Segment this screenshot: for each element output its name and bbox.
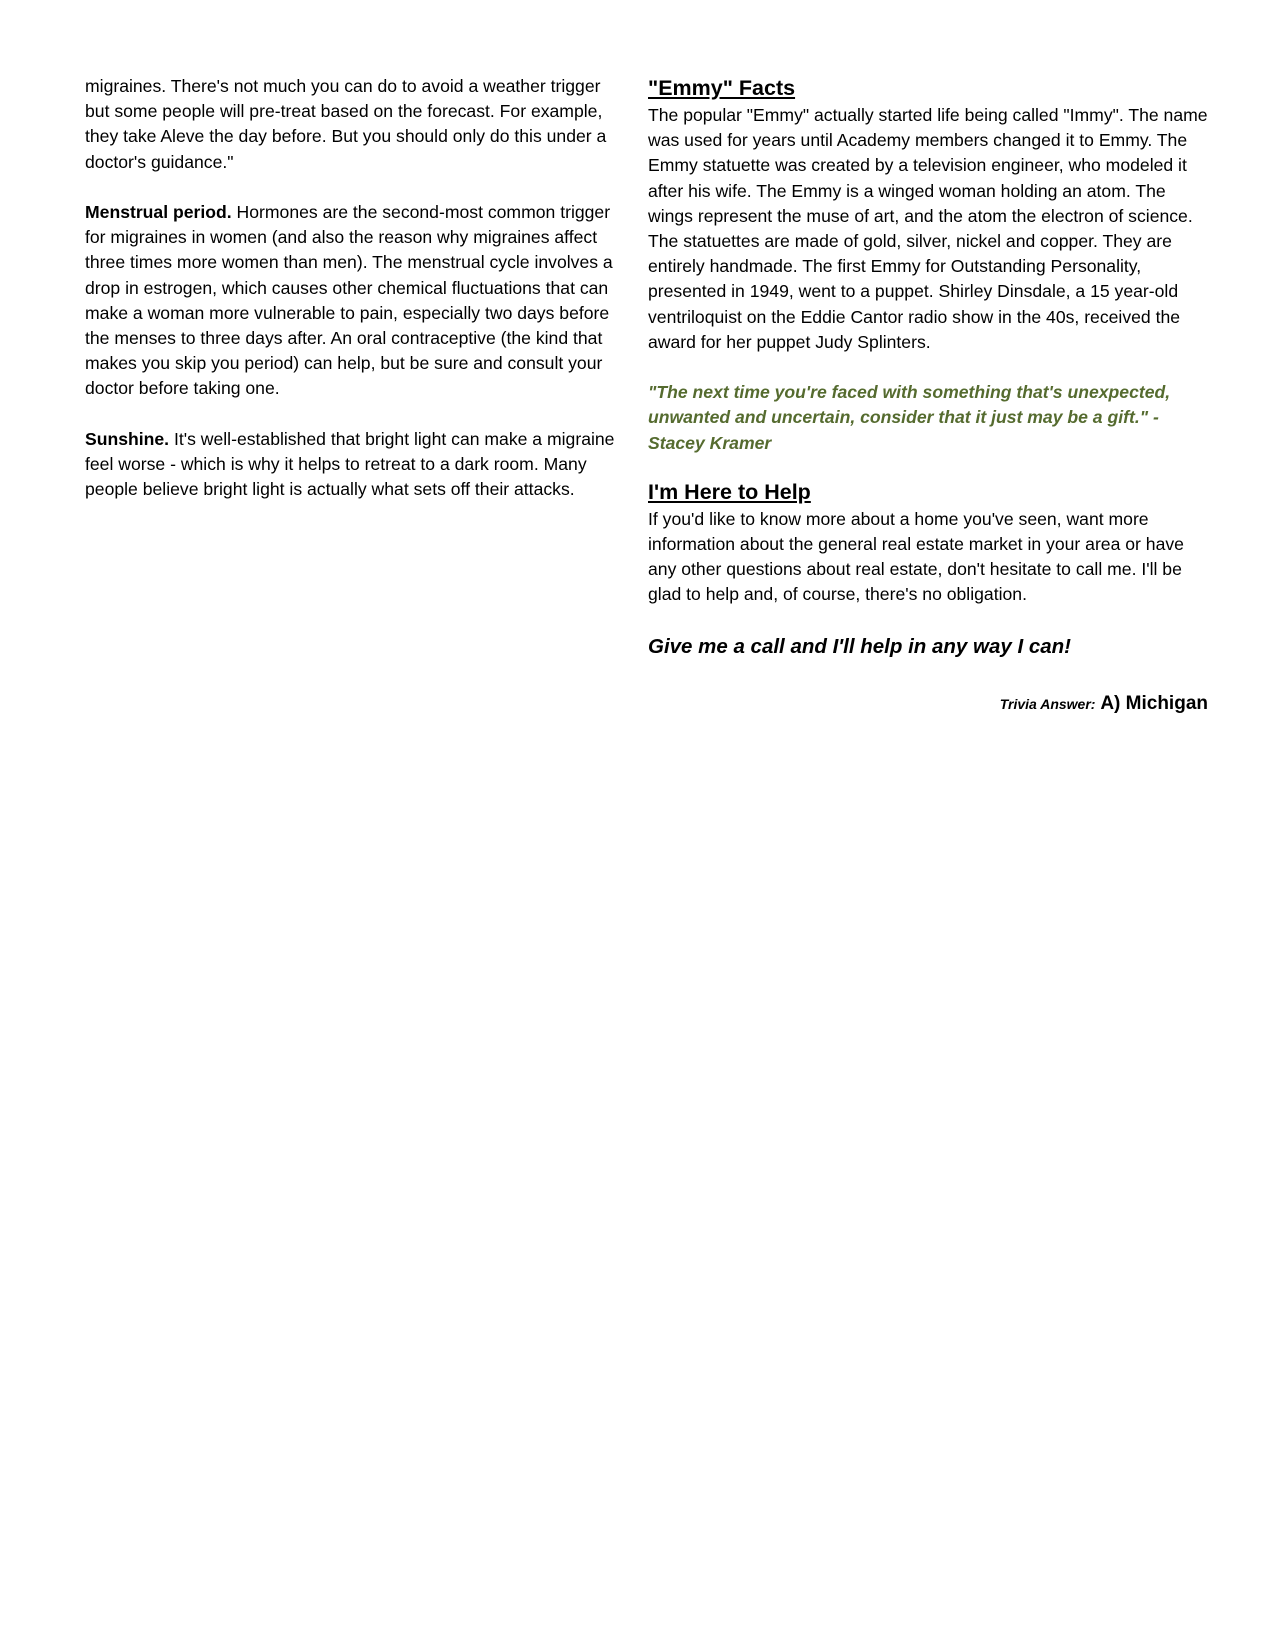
trivia-answer: A) Michigan <box>1100 692 1208 714</box>
menstrual-text: Hormones are the second-most common trigger for migraines in women (and also the reason why migraines affect three times more women than men). The menstrual cycle involves a drop in estrogen, which causes other chemical fluctuations that can make a woman more vulnerable to pain, especially two days before the menses to three days after. An oral contraceptive (the kind that makes you skip you period) can help, but be sure and consult your doctor before taking one. <box>85 202 613 399</box>
menstrual-paragraph <box>85 200 625 402</box>
emmy-heading: "Emmy" Facts <box>648 76 796 100</box>
sunshine-lead: Sunshine. <box>85 428 170 449</box>
menstrual-lead: Menstrual period. <box>85 202 232 222</box>
spacer <box>648 456 1208 478</box>
sunshine-text: It's well-established that bright light can make a migraine feel worse - which is why it helps to retreat to a dark room. Many people believe bright light is actually what sets off their attacks. <box>85 428 615 500</box>
sunshine-paragraph <box>85 427 625 503</box>
spacer <box>85 175 625 200</box>
right-column <box>648 74 1208 717</box>
quote-paragraph: "The next time you're faced with something that's unexpected, unwanted and uncertain, consider that it just may be a gift." - Stacey Kramer <box>648 382 1171 453</box>
help-paragraph: If you'd like to know more about a home you've seen, want more information about the general real estate market in your area or have any other questions about real estate, don't hesitate to call me. I'll be glad to help and, of course, there's no obligation. <box>648 508 1184 605</box>
trivia-answer-line <box>648 691 1208 717</box>
spacer <box>85 402 625 427</box>
emmy-paragraph: The popular "Emmy" actually started life being called "Immy". The name was used for years until Academy members changed it to Emmy. The Emmy statuette was created by a television engineer, who modeled it after his wife. The Emmy is a winged woman holding an atom. The wings represent the muse of art, and the atom the electron of science. The statuettes are made of gold, silver, nickel and copper. They are entirely handmade. The first Emmy for Outstanding Personality, presented in 1949, went to a puppet. Shirley Dinsdale, a 15 year-old ventriloquist on the Eddie Cantor radio show in the 40s, received the award for her puppet Judy Splinters. <box>648 105 1208 352</box>
left-column <box>85 74 625 502</box>
spacer <box>648 608 1208 633</box>
call-to-action: Give me a call and I'll help in any way I can! <box>648 634 1072 658</box>
help-heading: I'm Here to Help <box>648 479 811 504</box>
intro-paragraph: migraines. There's not much you can do to avoid a weather trigger but some people will pre-treat based on the forecast. For example, they take Aleve the day before. But you should only do this under a doctor's guidance." <box>85 76 607 172</box>
trivia-label: Trivia Answer: <box>999 695 1096 712</box>
spacer <box>648 355 1208 380</box>
